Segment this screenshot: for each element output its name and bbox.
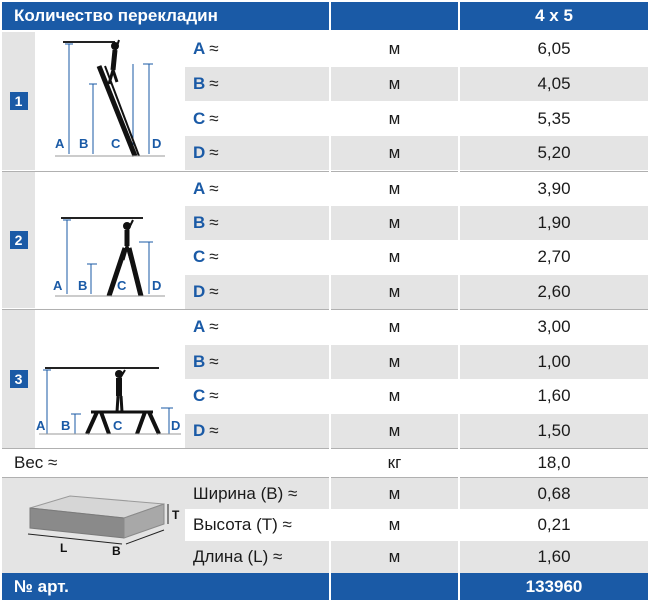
block-2-row-d-label: D ≈ [185,275,329,309]
block-1-row-c-value: 5,35 [460,102,648,136]
block-1-row-c-unit: м [331,102,458,136]
block-3-row-a-unit: м [331,310,458,344]
block-2-row-a-unit: м [331,172,458,206]
block-3-row-d-value: 1,50 [460,414,648,448]
block-3-badge: 3 [10,370,28,388]
label-b: B [79,136,89,151]
ladder-leaning-diagram [35,32,185,170]
block-3-row-b-label: B ≈ [185,345,329,379]
block-1-row-c-label: C ≈ [185,102,329,136]
block-3-row-b-unit: м [331,345,458,379]
block-3-diagram [35,310,185,448]
block-3-row-a-value: 3,00 [460,310,648,344]
height-label: Высота (T) ≈ [185,509,329,540]
block-1-badge: 1 [10,92,28,110]
block-1-row-b-unit: м [331,67,458,101]
block-2-row-a-value: 3,90 [460,172,648,206]
label-t: T [172,508,180,522]
block-1-row-a-label: A ≈ [185,32,329,66]
label-b: B [78,278,88,293]
block-2-badge-column [2,172,35,308]
label-a: A [36,418,46,433]
label-d: D [152,278,162,293]
header-title: Количество перекладин [14,6,218,25]
weight-unit: кг [331,449,458,477]
ladder-a-frame-diagram [35,172,185,308]
header-unit-cell [331,2,458,30]
block-2-row-d-unit: м [331,275,458,309]
label-l: L [60,541,68,555]
weight-label: Вес ≈ [2,449,329,477]
footer-value-cell [460,573,648,600]
block-2-row-b-unit: м [331,206,458,240]
block-1-diagram [35,32,185,170]
label-a: A [53,278,63,293]
block-3-row-d-label: D ≈ [185,414,329,448]
length-value: 1,60 [460,541,648,573]
block-1-row-d-value: 5,20 [460,136,648,170]
block-1-row-b-label: B ≈ [185,67,329,101]
label-c: C [113,418,123,433]
block-3-row-a-label: A ≈ [185,310,329,344]
block-1-row-d-label: D ≈ [185,136,329,170]
footer-label-cell [2,573,329,600]
package-box-diagram [2,478,185,573]
label-b: B [112,544,121,558]
header-title-cell [2,2,329,30]
block-1-row-a-unit: м [331,32,458,66]
label-d: D [171,418,181,433]
block-2-diagram [35,172,185,308]
column-divider [458,2,460,600]
package-diagram [2,478,185,573]
footer-label: № арт. [14,576,69,596]
length-label: Длина (L) ≈ [185,541,329,573]
height-value: 0,21 [460,509,648,540]
block-3-row-c-unit: м [331,379,458,413]
label-c: C [117,278,127,293]
block-3-row-c-label: C ≈ [185,379,329,413]
block-2-badge: 2 [10,231,28,249]
block-3-row-d-unit: м [331,414,458,448]
footer-value: 133960 [525,576,583,596]
width-label: Ширина (B) ≈ [185,478,329,509]
block-2-row-b-value: 1,90 [460,206,648,240]
block-1-row-a-value: 6,05 [460,32,648,66]
label-d: D [152,136,162,151]
block-2-row-b-label: B ≈ [185,206,329,240]
block-3-badge-column [2,310,35,448]
ladder-platform-diagram [35,310,185,448]
weight-value: 18,0 [460,449,648,477]
header-size-cell [460,2,648,30]
block-2-row-d-value: 2,60 [460,275,648,309]
width-value: 0,68 [460,478,648,509]
block-2-row-c-label: C ≈ [185,240,329,274]
block-2-row-a-label: A ≈ [185,172,329,206]
height-unit: м [331,509,458,540]
label-c: C [111,136,121,151]
block-3-row-c-value: 1,60 [460,379,648,413]
footer-unit-cell [331,573,458,600]
block-3-row-b-value: 1,00 [460,345,648,379]
block-1-row-d-unit: м [331,136,458,170]
width-unit: м [331,478,458,509]
block-2-row-c-value: 2,70 [460,240,648,274]
label-a: A [55,136,65,151]
block-1-badge-column [2,32,35,170]
column-divider [329,2,331,600]
label-b: B [61,418,71,433]
length-unit: м [331,541,458,573]
block-2-row-c-unit: м [331,240,458,274]
header-size: 4 x 5 [535,6,573,25]
block-1-row-b-value: 4,05 [460,67,648,101]
